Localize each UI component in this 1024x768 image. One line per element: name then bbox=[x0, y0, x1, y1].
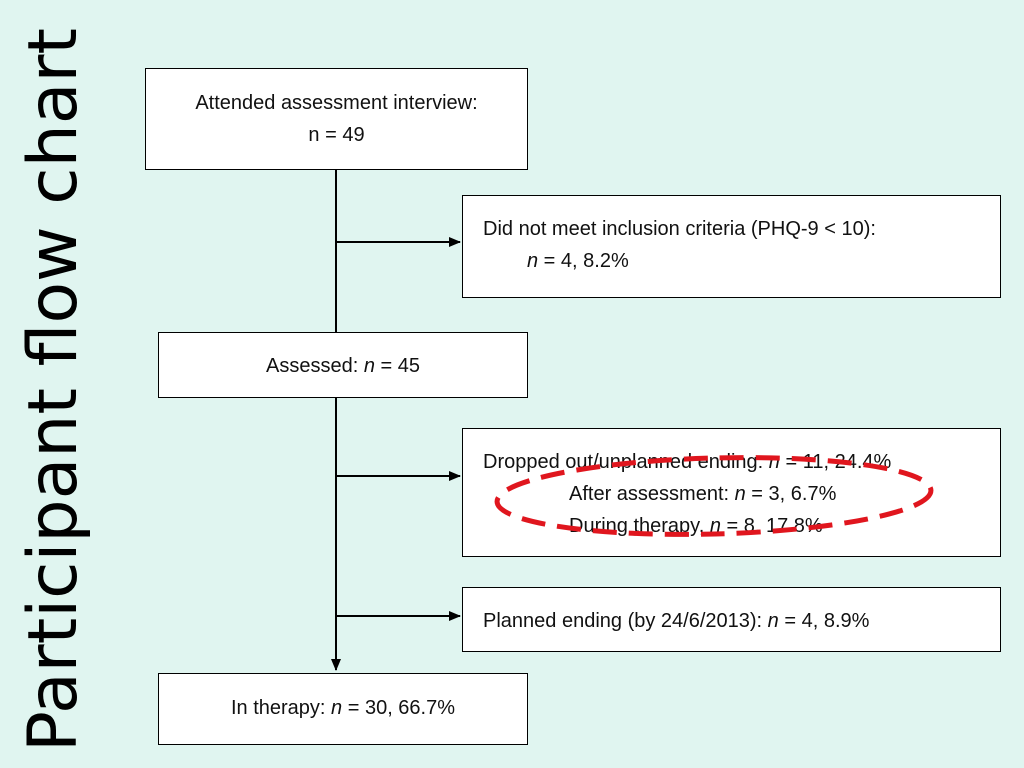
excluded-count: = 4, 8.2% bbox=[538, 250, 629, 272]
planned-count: = 4, 8.9% bbox=[778, 610, 870, 632]
during-therapy-label: During therapy, bbox=[569, 515, 710, 537]
assessed-count: = 45 bbox=[374, 355, 420, 377]
planned-label: Planned ending (by 24/6/2013): bbox=[483, 610, 768, 632]
node-in-therapy bbox=[158, 673, 528, 745]
excluded-label: Did not meet inclusion criteria (PHQ-9 < 10): bbox=[483, 218, 876, 240]
therapy-count: = 30, 66.7% bbox=[342, 697, 456, 719]
therapy-label: In therapy: bbox=[230, 697, 332, 719]
excluded-n-symbol: n bbox=[527, 250, 539, 272]
node-planned-ending bbox=[462, 587, 1001, 652]
attended-label: Attended assessment interview: bbox=[195, 92, 478, 114]
after-assessment-count: = 3, 6.7% bbox=[745, 483, 837, 505]
after-assessment-n-symbol: n bbox=[734, 483, 746, 505]
node-assessed bbox=[158, 332, 528, 398]
during-therapy-count: = 8, 17.8% bbox=[720, 515, 823, 537]
attended-count: n = 49 bbox=[308, 124, 365, 146]
therapy-n-symbol: n bbox=[331, 697, 343, 719]
node-did-not-meet-criteria bbox=[462, 195, 1001, 298]
assessed-n-symbol: n bbox=[363, 355, 375, 377]
node-attended-assessment bbox=[145, 68, 528, 170]
after-assessment-label: After assessment: bbox=[569, 483, 735, 505]
node-dropped-out bbox=[462, 428, 1001, 557]
planned-n-symbol: n bbox=[767, 610, 779, 632]
during-therapy-n-symbol: n bbox=[709, 515, 721, 537]
page-title: Participant flow chart bbox=[14, 27, 93, 752]
dropped-n-symbol: n bbox=[768, 451, 780, 473]
dropped-count: = 11, 24.4% bbox=[779, 451, 892, 473]
assessed-label: Assessed: bbox=[266, 355, 364, 377]
dropped-label: Dropped out/unplanned ending: bbox=[483, 451, 769, 473]
